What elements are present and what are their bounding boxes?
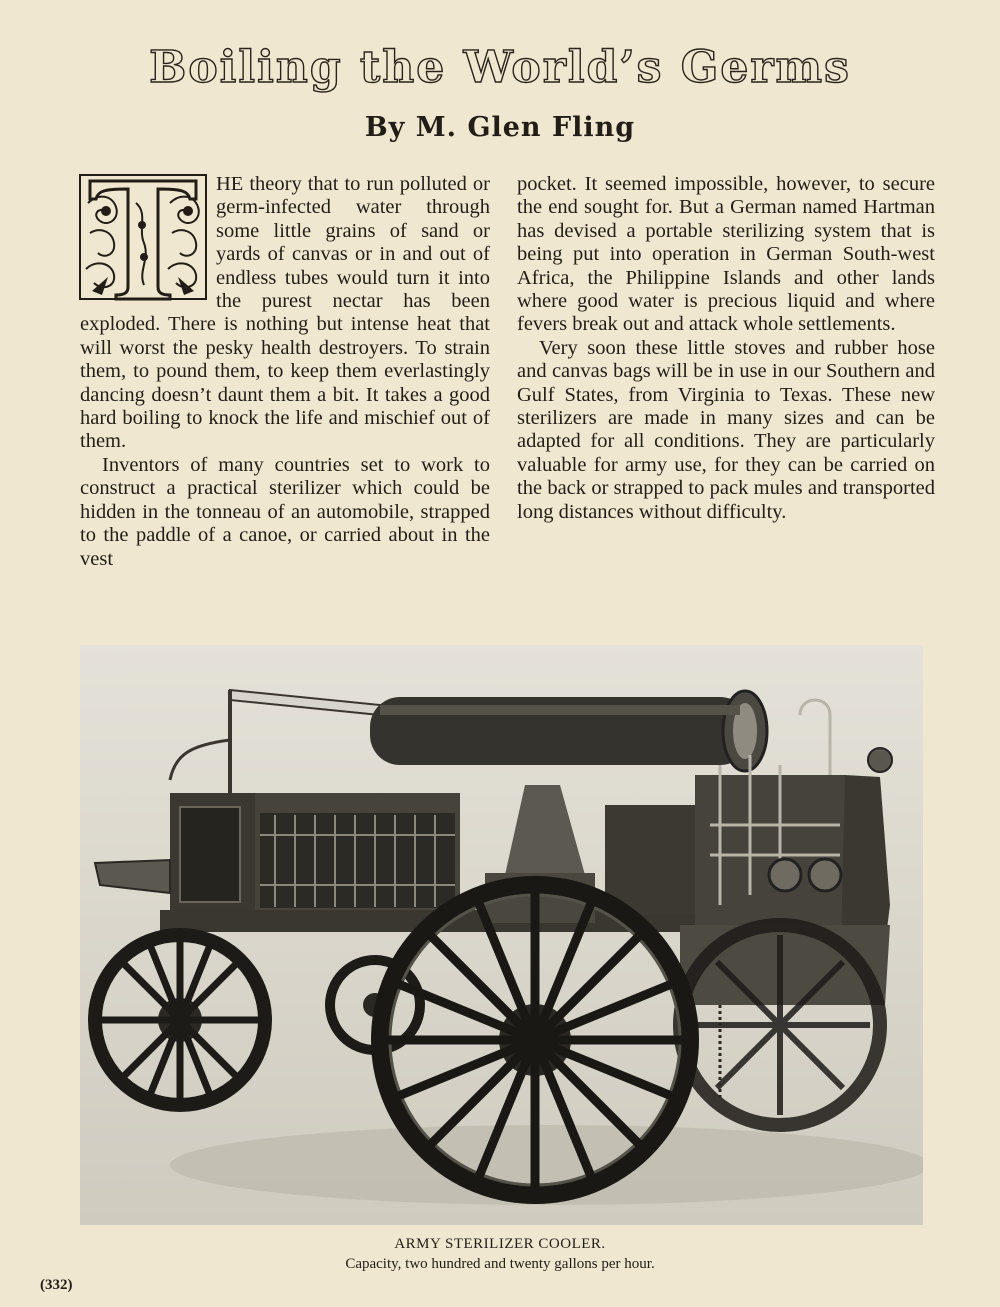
sterilizer-photograph xyxy=(80,645,923,1225)
text-column-left xyxy=(80,173,490,571)
page-number: (332) xyxy=(40,1277,73,1293)
article-title: Boiling the World’s Germs xyxy=(149,42,851,93)
paragraph-left-2: Inventors of many countries set to work to construct a practical sterilizer which could be hidden in the tonneau of an automobile, strapped to the paddle of a canoe, or carried about in the vest xyxy=(80,453,490,570)
article-byline: By M. Glen Fling xyxy=(364,112,636,143)
figure-caption-title: ARMY STERILIZER COOLER. xyxy=(394,1236,606,1252)
paragraph-right-1: pocket. It seemed impossible, however, to secure the end sought for. But a German named Hartman has devised a portable sterilizing system that is being put into operation in German South-west Africa, the Philippine Islands and other lands where good water is precious liquid and where fevers break out and attack whole settlements. xyxy=(517,173,935,336)
paragraph-left-1: HE theory that to run polluted or germ-infected water through some little grains of sand or yards of canvas or in and out of endless tubes would turn it into the purest nectar has been exploded. There is nothing but intense heat that will worst the pesky health destroyers. To strain them, to pound them, to keep them everlastingly dancing doesn’t daunt them a bit. It takes a good hard boiling to knock the life and mischief out of them. xyxy=(80,173,490,453)
figure-caption-text: Capacity, two hundred and twenty gallons per hour. xyxy=(345,1256,655,1272)
ornamental-dropcap-t-icon xyxy=(78,173,208,301)
paragraph-right-2: Very soon these little stoves and rubber hose and canvas bags will be in use in our Southern and Gulf States, from Virginia to Texas. These new sterilizers are made in many sizes and can be adapted for all conditions. They are particularly valuable for army use, for they can be carried on the back or strapped to pack mules and transported long distances without difficulty. xyxy=(517,336,935,523)
text-column-right xyxy=(517,173,935,524)
